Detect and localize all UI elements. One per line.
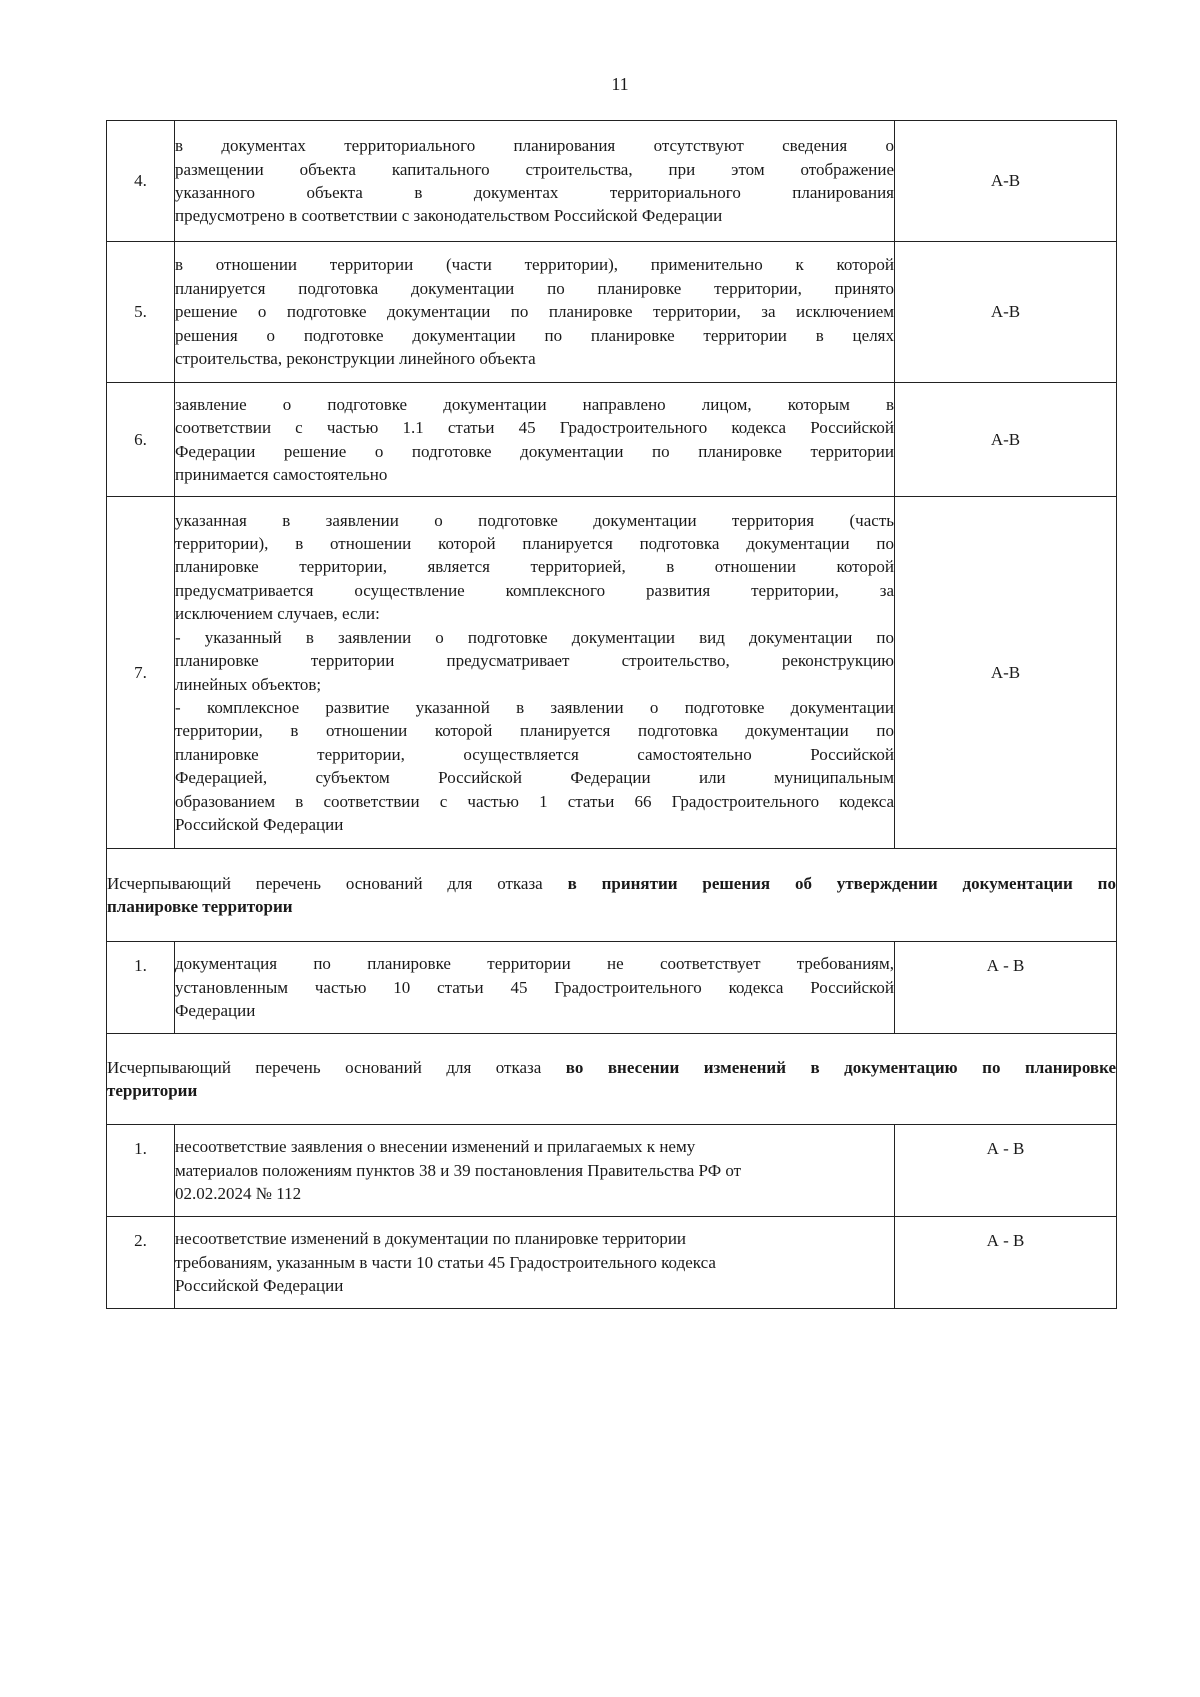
- row-number: 5.: [107, 242, 175, 383]
- table-row: [107, 1125, 1117, 1217]
- row-code: А - В: [895, 1125, 1117, 1217]
- row-number: 6.: [107, 383, 175, 497]
- row-text: заявление о подготовке документации направлено лицом, которым в соответствии с частью 1.1 статьи 45 Градостроительного кодекса Российской Федерации решение о подготовке документации по планировке территории принимается самостоятельно: [175, 383, 895, 497]
- row-code: А - В: [895, 942, 1117, 1034]
- table-row: [107, 497, 1117, 849]
- row-number: 2.: [107, 1217, 175, 1309]
- page-number: 11: [611, 74, 629, 94]
- row-number: 7.: [107, 497, 175, 849]
- section-heading: Исчерпывающий перечень оснований для отказа в принятии решения об утверждении документации по планировке территории: [107, 849, 1117, 942]
- row-text: в отношении территории (части территории), применительно к которой планируется подготовка документации по планировке территории, принято решение о подготовке документации по планировке территории, за исключением решения о подготовке документации по планировке территории в целях строительства, реконструкции линейного объекта: [175, 242, 895, 383]
- row-text: в документах территориального планирования отсутствуют сведения о размещении объекта капитального строительства, при этом отображение указанного объекта в документах территориального планирования предусмотрено в соответствии с законодательством Российской Федерации: [175, 121, 895, 242]
- row-code: А-В: [895, 242, 1117, 383]
- row-number: 4.: [107, 121, 175, 242]
- grounds-table: [106, 120, 1117, 1309]
- row-text: несоответствие заявления о внесении изменений и прилагаемых к нему материалов положениям пунктов 38 и 39 постановления Правительства РФ от 02.02.2024 № 112: [175, 1125, 895, 1217]
- table-row: [107, 942, 1117, 1034]
- row-code: А-В: [895, 121, 1117, 242]
- row-code: А-В: [895, 383, 1117, 497]
- section-heading: Исчерпывающий перечень оснований для отказа во внесении изменений в документацию по планировке территории: [107, 1034, 1117, 1125]
- table-row: [107, 121, 1117, 242]
- table-row: [107, 383, 1117, 497]
- row-text: указанная в заявлении о подготовке документации территория (часть территории), в отношении которой планируется подготовка документации по планировке территории, является территорией, в отношении которой предусматривается осуществление комплексного развития территории, за исключением случаев, если: - указанный в заявлении о подготовке документации вид документации по планировке территории предусматривает строительство, реконструкцию линейных объектов; - комплексное развитие указанной в заявлении о подготовке документации территории, в отношении которой планируется подготовка документации по планировке территории, осуществляется самостоятельно Российской Федерацией, субъектом Российской Федерации или муниципальным образованием в соответствии с частью 1 статьи 66 Градостроительного кодекса Российской Федерации: [175, 497, 895, 849]
- row-number: 1.: [107, 1125, 175, 1217]
- row-number: 1.: [107, 942, 175, 1034]
- table-row: [107, 242, 1117, 383]
- row-text: несоответствие изменений в документации по планировке территории требованиям, указанным в части 10 статьи 45 Градостроительного кодекса Российской Федерации: [175, 1217, 895, 1309]
- row-text: документация по планировке территории не соответствует требованиям, установленным частью 10 статьи 45 Градостроительного кодекса Российской Федерации: [175, 942, 895, 1034]
- section-heading-row: [107, 849, 1117, 942]
- section-heading-row: [107, 1034, 1117, 1125]
- row-code: А - В: [895, 1217, 1117, 1309]
- row-code: А-В: [895, 497, 1117, 849]
- table-row: [107, 1217, 1117, 1309]
